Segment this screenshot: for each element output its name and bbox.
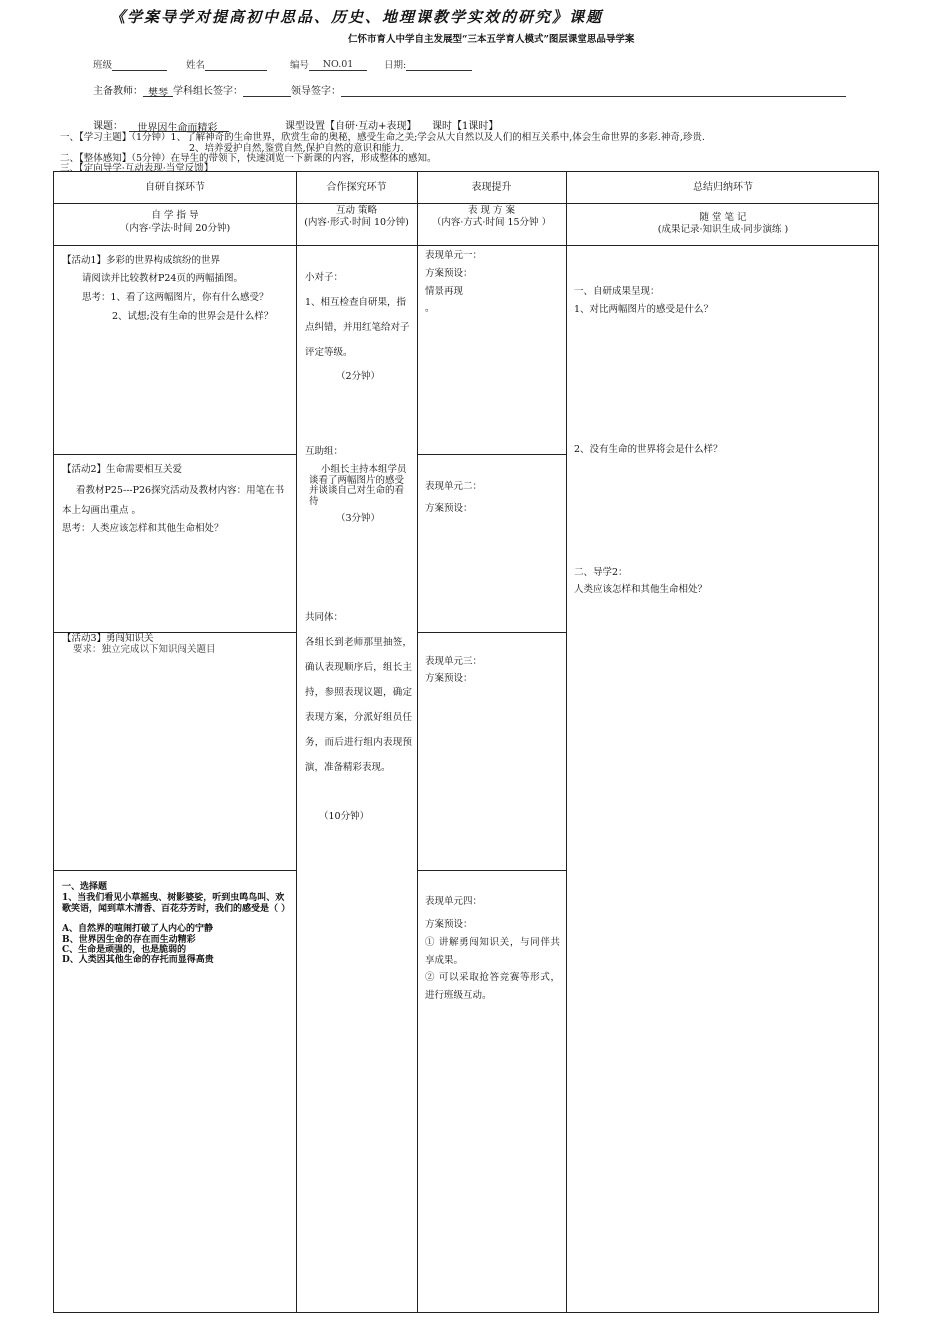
unit3-plan: 方案预设：	[425, 673, 473, 684]
activity1-read: 请阅读并比较教材P24页的两幅插图。	[82, 273, 243, 284]
team-text: 各组长到老师那里抽签，确认表现顺序后，组长主持，参照表现议题，确定表现方案，分派好组员任务，而后进行组内表现预演，准备精彩表现。	[305, 637, 412, 773]
group-leader-blank[interactable]	[243, 84, 291, 97]
document-subtitle: 仁怀市育人中学自主发展型“三本五学育人模式”图层课堂思品导学案	[348, 34, 635, 45]
name-label: 姓名	[186, 60, 206, 71]
unit2-label: 表现单元二：	[425, 481, 483, 492]
header-cooperation: 合作探究环节	[326, 182, 387, 193]
subheader-self-study-title: 自 学 指 导	[151, 210, 199, 221]
number-label: 编号	[290, 60, 310, 71]
pair-label: 小对子：	[305, 272, 344, 283]
subheader-cooperation-title: 互动 策略	[335, 205, 378, 216]
quiz-heading: 一、选择题	[62, 882, 108, 892]
leader-label: 领导签字：	[291, 86, 341, 97]
activity3-requirement: 要求：独立完成以下知识闯关题目	[73, 644, 216, 655]
date-field	[384, 57, 472, 71]
topic-label: 课题：	[93, 121, 123, 132]
lesson-type: 课型设置【自研·互动+表现】	[285, 121, 417, 132]
results-question-2: 2、没有生命的世界将会是什么样？	[574, 444, 723, 455]
unit2-plan: 方案预设：	[425, 503, 473, 514]
unit4-label: 表现单元四：	[425, 896, 483, 907]
subheader-performance-sub: （内容·方式·时间 15分钟 ）	[431, 217, 552, 228]
leader-blank[interactable]	[341, 84, 846, 97]
lesson-hours: 课时【1课时】	[432, 121, 499, 132]
quiz-option-a: A、自然界的喧闹打破了人内心的宁静	[62, 924, 213, 934]
section-overall-perception: 二、【整体感知】（5分钟）在导生的带领下，快速浏览一下新课的内容，形成整体的感知。	[60, 153, 437, 164]
group-label: 互助组：	[305, 446, 344, 457]
section-learning-theme: 一、【学习主题】（1分钟）1、了解神奇的生命世界，欣赏生命的奥秘，感受生命之美;学会从大自然以及人们的相互关系中,体会生命世界的多彩.神奇,珍贵.	[60, 132, 705, 143]
date-blank[interactable]	[406, 59, 472, 71]
activity1-title: 【活动1】多彩的世界构成缤纷的世界	[62, 255, 221, 266]
number-field	[290, 57, 367, 71]
team-time: （10分钟）	[319, 811, 370, 822]
activity2-title: 【活动2】生命需要相互关爱	[62, 464, 183, 475]
activity1-think2: 2、试想;没有生命的世界会是什么样？	[112, 311, 274, 322]
header-performance: 表现提升	[471, 182, 512, 193]
unit4-plan: 方案预设：	[425, 919, 473, 930]
subheader-summary-title: 随 堂 笔 记	[699, 212, 747, 223]
results-title: 一、自研成果呈现：	[574, 286, 660, 297]
lesson-table	[53, 171, 879, 1313]
activity1-think1: 思考：1、看了这两幅图片，你有什么感受？	[82, 292, 269, 303]
activity2-read: 看教材P25---P26探究活动及教材内容：用笔在书本上勾画出重点 。	[62, 485, 285, 516]
teacher-label: 主备教师：	[93, 86, 143, 97]
number-value: NO.01	[309, 59, 367, 71]
topic-value: 世界因生命而精彩	[129, 119, 229, 132]
teacher-name: 樊琴	[143, 84, 173, 97]
unit1-plan: 方案预设：	[425, 268, 473, 279]
results-question-1: 1、对比两幅图片的感受是什么？	[574, 304, 714, 315]
unit4-item1: ① 讲解勇闯知识关，与同伴共享成果。	[425, 937, 560, 966]
section-learning-theme-2: 2、培养爱护自然,鉴赏自然,保护自然的意识和能力.	[189, 143, 404, 154]
section-guided-learning: 三、【定向导学·互动表现·当堂反馈】	[60, 163, 214, 174]
quiz-option-c: C、生命是顽强的，也是脆弱的	[62, 945, 187, 955]
group-leader-label: 学科组长签字：	[173, 86, 243, 97]
activity3-title: 【活动3】勇闯知识关	[62, 633, 154, 644]
class-label: 班级	[93, 60, 113, 71]
pair-text: 1、相互检查自研果，指点纠错，并用红笔给对子评定等级。	[305, 297, 410, 358]
activity2-think: 思考：人类应该怎样和其他生命相处？	[62, 523, 224, 534]
quiz-option-b: B、世界因生命的存在而生动精彩	[62, 935, 196, 945]
guide-title: 二、导学2：	[574, 567, 628, 578]
teacher-field	[93, 82, 846, 97]
subheader-self-study-sub: （内容·学法·时间 20分钟)	[119, 223, 231, 234]
unit1-dot: 。	[425, 303, 435, 314]
document-title: 《学案导学对提高初中思品、历史、地理课教学实效的研究》课题	[110, 8, 604, 26]
unit3-label: 表现单元三：	[425, 656, 483, 667]
group-text: 小组长主持本组学员谈看了两幅图片的感受并谈谈自己对生命的看待	[309, 464, 407, 507]
subheader-cooperation-sub: (内容·形式·时间 10分钟)	[304, 217, 409, 228]
class-blank[interactable]	[112, 59, 167, 71]
unit1-item: 情景再现	[425, 286, 464, 297]
date-label: 日期:	[384, 60, 407, 71]
name-blank[interactable]	[205, 59, 267, 71]
header-self-study: 自研自探环节	[145, 182, 205, 193]
group-time: （3分钟）	[336, 513, 381, 524]
guide-question: 人类应该怎样和其他生命相处？	[574, 584, 708, 595]
header-summary: 总结归纳环节	[693, 182, 753, 193]
subheader-summary-sub: (成果记录·知识生成·同步演练 )	[657, 224, 789, 235]
unit4-item2: ② 可以采取抢答竞赛等形式，进行班级互动。	[425, 972, 560, 1001]
class-field	[93, 57, 167, 71]
pair-time: （2分钟）	[336, 371, 381, 382]
quiz-question-1: 1、当我们看见小草摇曳、树影婆娑，听到虫鸣鸟叫、欢歌笑语，闻到草木清香、百花芬芳时，我们的感受是（ ）	[62, 893, 291, 914]
unit1-label: 表现单元一：	[425, 250, 483, 261]
quiz-option-d: D、人类因其他生命的存托而显得高贵	[62, 955, 214, 965]
subheader-performance-title: 表 现 方 案	[467, 205, 516, 216]
team-label: 共同体：	[305, 612, 344, 623]
name-field	[186, 57, 267, 71]
